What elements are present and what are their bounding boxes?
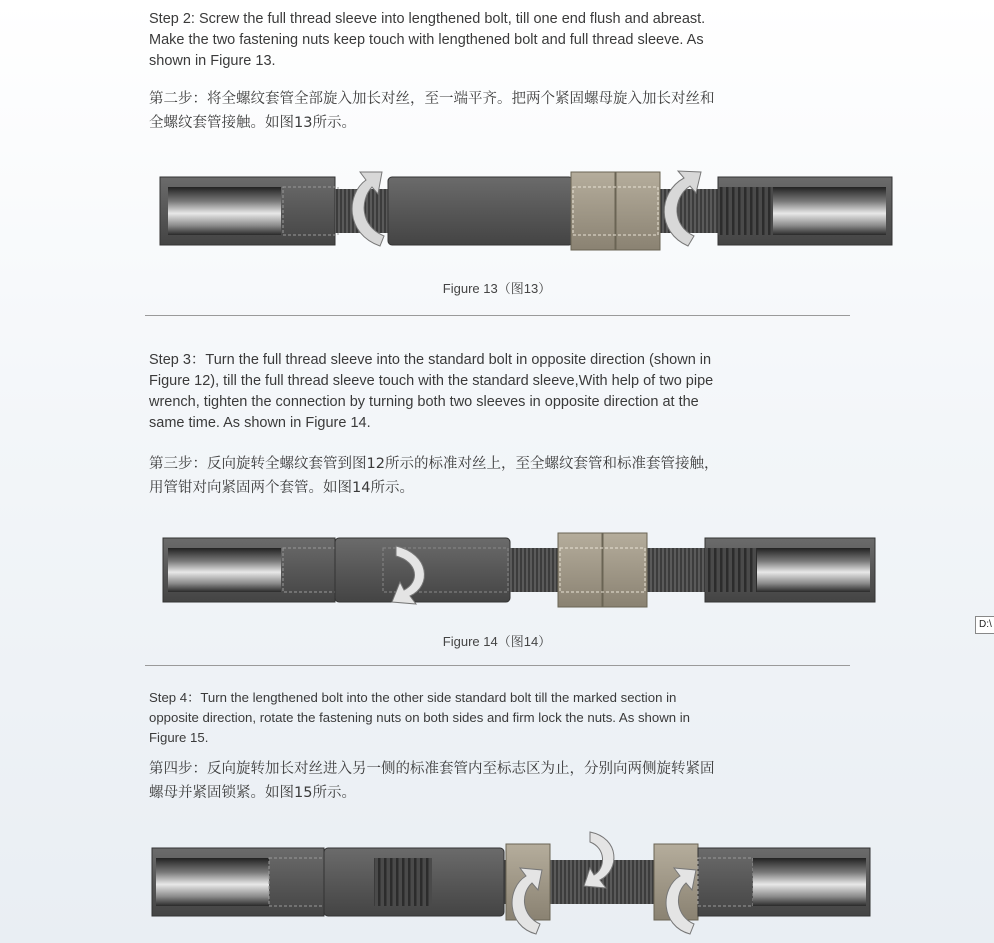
fig13-left-sleeve bbox=[160, 177, 338, 245]
step3-english-text: Step 3：Turn the full thread sleeve into the standard bolt in opposite direction (shown in Figure 12), till the full thread sleeve touch with the standard sleeve,With help of two pipe wrench, tighten the connection by turning both two sleeves in opposite direction at the same time. As shown in Figure 14. bbox=[149, 352, 714, 431]
section-divider-1 bbox=[145, 315, 850, 316]
fig13-fastening-nut-1 bbox=[571, 172, 615, 250]
fig14-fastening-nut-2 bbox=[603, 533, 647, 607]
figure-15-diagram bbox=[0, 830, 994, 943]
fig14-fastening-nut-1 bbox=[558, 533, 602, 607]
step4-english-text: Step 4：Turn the lengthened bolt into the other side standard bolt till the marked section in opposite direction, rotate the fastening nuts on both sides and firm lock the nuts. As shown in Figure 15. bbox=[149, 690, 691, 745]
side-path-tag: D:\ bbox=[975, 616, 994, 634]
fig13-fastening-nut-2 bbox=[616, 172, 660, 250]
figure-13-diagram bbox=[0, 160, 994, 260]
figure-14-diagram bbox=[0, 528, 994, 608]
step4-chinese-text: 第四步：反向旋转加长对丝进入另一侧的标准套管内至标志区为止，分别向两侧旋转紧固螺母并紧固锁紧。如图15所示。 bbox=[149, 761, 715, 801]
fig15-right-sleeve bbox=[698, 848, 870, 916]
fig13-full-thread-sleeve bbox=[388, 177, 573, 245]
figure-13-caption: Figure 13（图13） bbox=[442, 281, 552, 296]
step3-chinese-text: 第三步：反向旋转全螺纹套管到图12所示的标准对丝上，至全螺纹套管和标准套管接触，用管钳对向紧固两个套管。如图14所示。 bbox=[149, 456, 719, 496]
step2-english-text: Step 2: Screw the full thread sleeve into lengthened bolt, till one end flush and abreast. Make the two fastening nuts keep touch with lengthened bolt and full thread sleeve. As shown in Figure 13. bbox=[149, 11, 706, 69]
fig15-marked-section bbox=[374, 858, 432, 906]
step2-chinese-text: 第二步：将全螺纹套管全部旋入加长对丝，至一端平齐。把两个紧固螺母旋入加长对丝和全螺纹套管接触。如图13所示。 bbox=[149, 91, 715, 131]
figure-14-caption: Figure 14（图14） bbox=[442, 634, 552, 649]
fig13-right-sleeve bbox=[718, 177, 892, 245]
section-divider-2 bbox=[145, 665, 850, 666]
fig14-right-sleeve bbox=[705, 538, 875, 602]
